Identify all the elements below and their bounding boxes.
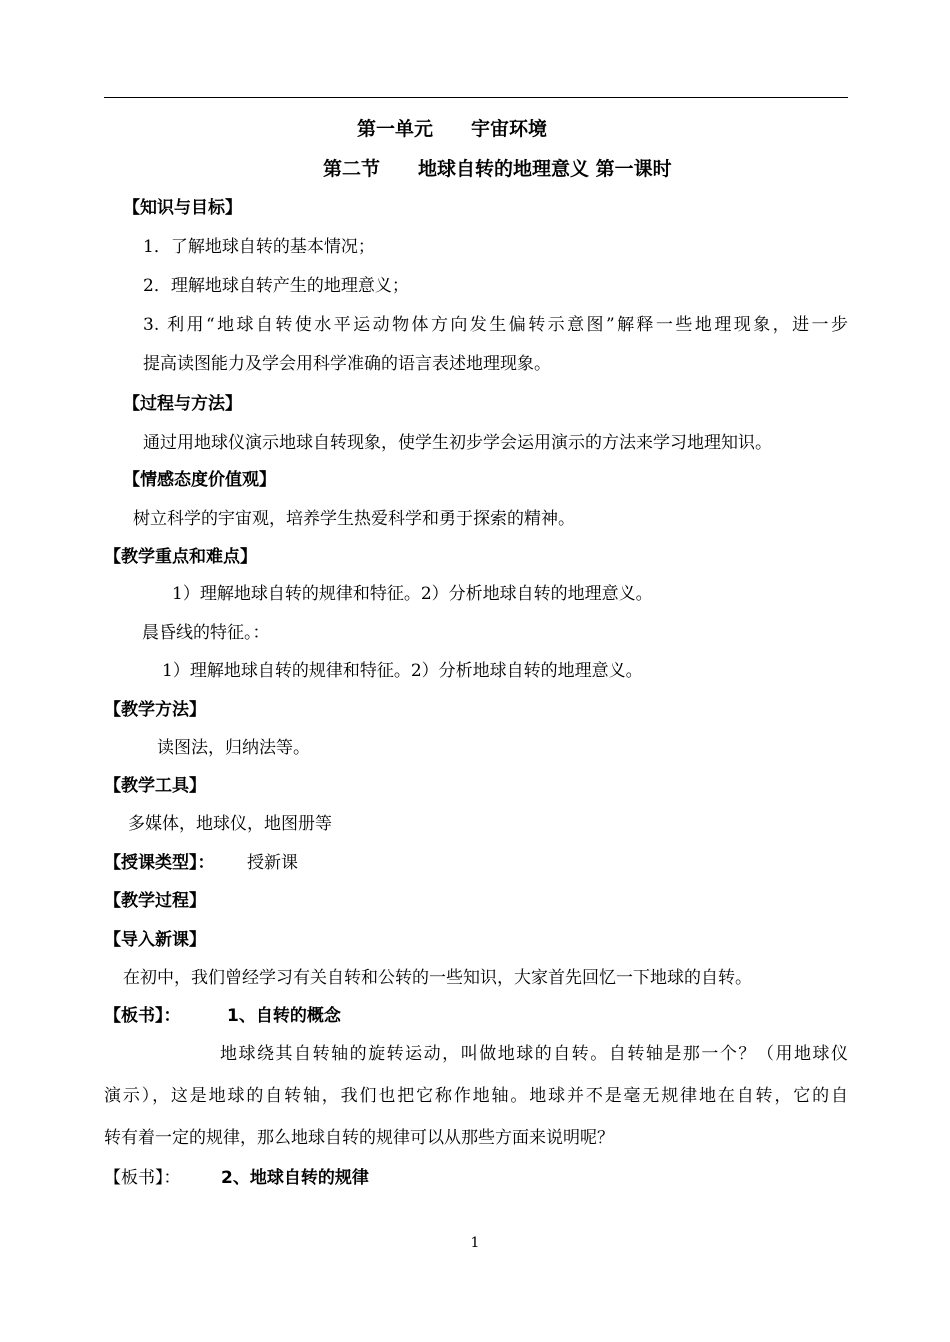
- emotion-values-heading: 【情感态度价值观】: [123, 470, 276, 490]
- teaching-tools-text: 多媒体，地球仪，地图册等: [128, 814, 332, 834]
- board1-paragraph-line: 演示），这是地球的自转轴，我们也把它称作地轴。地球并不是毫无规律地在自转，它的自: [104, 1086, 848, 1106]
- knowledge-goals-heading: 【知识与目标】: [123, 198, 242, 218]
- header-rule: [104, 97, 848, 98]
- process-methods-heading: 【过程与方法】: [123, 394, 242, 414]
- board2-label: 【板书】：: [104, 1168, 181, 1188]
- difficult-points-detail: 1）理解地球自转的规律和特征。2）分析地球自转的地理意义。: [162, 661, 643, 681]
- knowledge-goal-item: 1．了解地球自转的基本情况；: [143, 237, 375, 257]
- key-points-text: 1）理解地球自转的规律和特征。2）分析地球自转的地理意义。: [172, 584, 653, 604]
- key-difficult-heading: 【教学重点和难点】: [104, 547, 257, 567]
- board1-paragraph-line: 转有着一定的规律，那么地球自转的规律可以从那些方面来说明呢？: [104, 1128, 614, 1148]
- teaching-method-heading: 【教学方法】: [104, 700, 206, 720]
- process-methods-text: 通过用地球仪演示地球自转现象，使学生初步学会运用演示的方法来学习地理知识。: [143, 433, 772, 453]
- introduction-text: 在初中，我们曾经学习有关自转和公转的一些知识，大家首先回忆一下地球的自转。: [123, 968, 752, 988]
- teaching-tools-heading: 【教学工具】: [104, 776, 206, 796]
- knowledge-goal-item: 提高读图能力及学会用科学准确的语言表述地理现象。: [143, 354, 551, 374]
- knowledge-goal-item: 2．理解地球自转产生的地理意义；: [143, 276, 409, 296]
- board1-label: 【板书】：: [104, 1006, 181, 1026]
- lesson-type-heading: 【授课类型】：: [104, 853, 215, 873]
- board1-title: 1、自转的概念: [227, 1006, 341, 1026]
- lesson-title: 第二节 地球自转的地理意义 第一课时: [323, 158, 672, 180]
- board1-paragraph-line: 地球绕其自转轴的旋转运动，叫做地球的自转。自转轴是那一个？（用地球仪: [220, 1044, 848, 1064]
- knowledge-goal-item: 3. 利用“地球自转使水平运动物体方向发生偏转示意图”解释一些地理现象，进一步: [143, 315, 848, 335]
- introduction-heading: 【导入新课】: [104, 930, 206, 950]
- board2-title: 2、地球自转的规律: [221, 1168, 369, 1188]
- lesson-type-text: 授新课: [247, 853, 298, 873]
- unit-title: 第一单元 宇宙环境: [357, 118, 548, 140]
- teaching-process-heading: 【教学过程】: [104, 891, 206, 911]
- page-number: 1: [470, 1235, 480, 1251]
- teaching-method-text: 读图法，归纳法等。: [157, 738, 310, 758]
- difficult-points-text: 晨昏线的特征。：: [142, 623, 270, 643]
- emotion-values-text: 树立科学的宇宙观，培养学生热爱科学和勇于探索的精神。: [133, 509, 575, 529]
